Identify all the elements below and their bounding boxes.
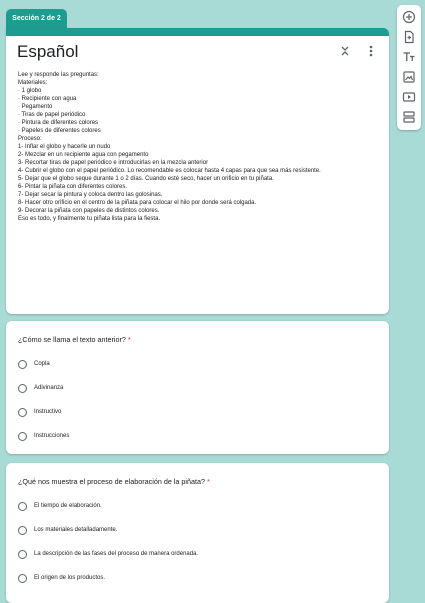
description-line: · Tiras de papel periódico: [18, 112, 86, 118]
radio-button[interactable]: [18, 550, 27, 559]
description-line: · Pegamento: [18, 104, 53, 110]
required-asterisk: *: [127, 335, 131, 344]
add-video-icon[interactable]: [402, 90, 416, 104]
floating-toolbar: [397, 5, 421, 130]
radio-option[interactable]: [18, 494, 198, 518]
description-line: 8- Hacer otro orificio en el centro de la piñata para colocar el hilo por donde será colgada.: [18, 200, 257, 206]
radio-button[interactable]: [18, 432, 27, 441]
radio-option[interactable]: [18, 400, 69, 424]
question-card: [6, 463, 389, 603]
add-title-icon[interactable]: [402, 50, 416, 64]
required-asterisk: *: [207, 477, 210, 486]
question-title: [18, 335, 131, 344]
option-label: Instructivo: [34, 409, 62, 415]
radio-option[interactable]: [18, 542, 198, 566]
option-label: Instrucciones: [34, 433, 70, 439]
question-card: [6, 321, 389, 454]
radio-option[interactable]: [18, 518, 198, 542]
description-line: · Recipiente con agua: [18, 96, 77, 102]
option-label: Adivinanza: [34, 385, 64, 391]
collapse-icon[interactable]: [339, 44, 351, 56]
description-line: · Papeles de diferentes colores: [18, 128, 101, 134]
question-text: ¿Cómo se llama el texto anterior?: [18, 335, 126, 344]
add-section-icon[interactable]: [402, 110, 416, 124]
section-tab: Sección 2 de 2: [6, 9, 67, 28]
radio-button[interactable]: [18, 408, 27, 417]
radio-option[interactable]: [18, 376, 69, 400]
import-questions-icon[interactable]: [402, 30, 416, 44]
description-line: 4- Cubrir el globo con el papel periódico. Lo recomendable es colocar hasta 4 capas para que sea más resistente.: [18, 168, 321, 174]
option-label: Copla: [34, 361, 50, 367]
radio-button[interactable]: [18, 384, 27, 393]
description-line: 9- Decorar la piñata con papeles de distintos colores.: [18, 208, 160, 214]
description-line: Lee y responde las preguntas:: [18, 72, 99, 78]
description-line: 3- Recortar tiras de papel periódico e introducirlas en la mezcla anterior: [18, 160, 209, 166]
option-label: El tiempo de elaboración.: [34, 503, 102, 509]
radio-option[interactable]: [18, 424, 69, 448]
radio-option[interactable]: [18, 352, 69, 376]
section-description: [18, 71, 370, 223]
description-line: 2- Mezclar en un recipiente agua con pegamento: [18, 152, 149, 158]
description-line: Materiales:: [18, 80, 48, 86]
question-text: ¿Qué nos muestra el proceso de elaboración de la piñata?: [18, 477, 205, 486]
description-line: Eso es todo, y finalmente tu piñata lista para la fiesta.: [18, 216, 161, 222]
question-title: [18, 477, 210, 486]
description-line: · 1 globo: [18, 88, 42, 94]
description-line: 1- Inflar el globo y hacerle un nudo: [18, 144, 111, 150]
radio-option[interactable]: [18, 566, 198, 590]
option-label: Los materiales detalladamente.: [34, 527, 118, 533]
option-label: El origen de los productos.: [34, 575, 106, 581]
radio-button[interactable]: [18, 574, 27, 583]
radio-button[interactable]: [18, 502, 27, 511]
radio-group: [18, 352, 69, 448]
add-image-icon[interactable]: [402, 70, 416, 84]
description-line: 6- Pintar la piñata con diferentes colores.: [18, 184, 128, 190]
more-vert-icon[interactable]: [366, 44, 376, 58]
description-line: · Pintura de diferentes colores: [18, 120, 99, 126]
description-line: 7- Dejar secar la pintura y coloca dentro las golosinas.: [18, 192, 163, 198]
radio-group: [18, 494, 198, 590]
description-line: Proceso:: [18, 136, 42, 142]
section-header-card: [6, 28, 389, 314]
option-label: La descripción de las fases del proceso de manera ordenada.: [34, 551, 199, 557]
radio-button[interactable]: [18, 526, 27, 535]
add-question-icon[interactable]: [402, 10, 416, 24]
radio-button[interactable]: [18, 360, 27, 369]
section-title[interactable]: Español: [17, 42, 79, 61]
description-line: 5- Dejar que el globo seque durante 1 o 2 días. Cuando esté seco, hacer un orificio en tu piñata.: [18, 176, 274, 182]
